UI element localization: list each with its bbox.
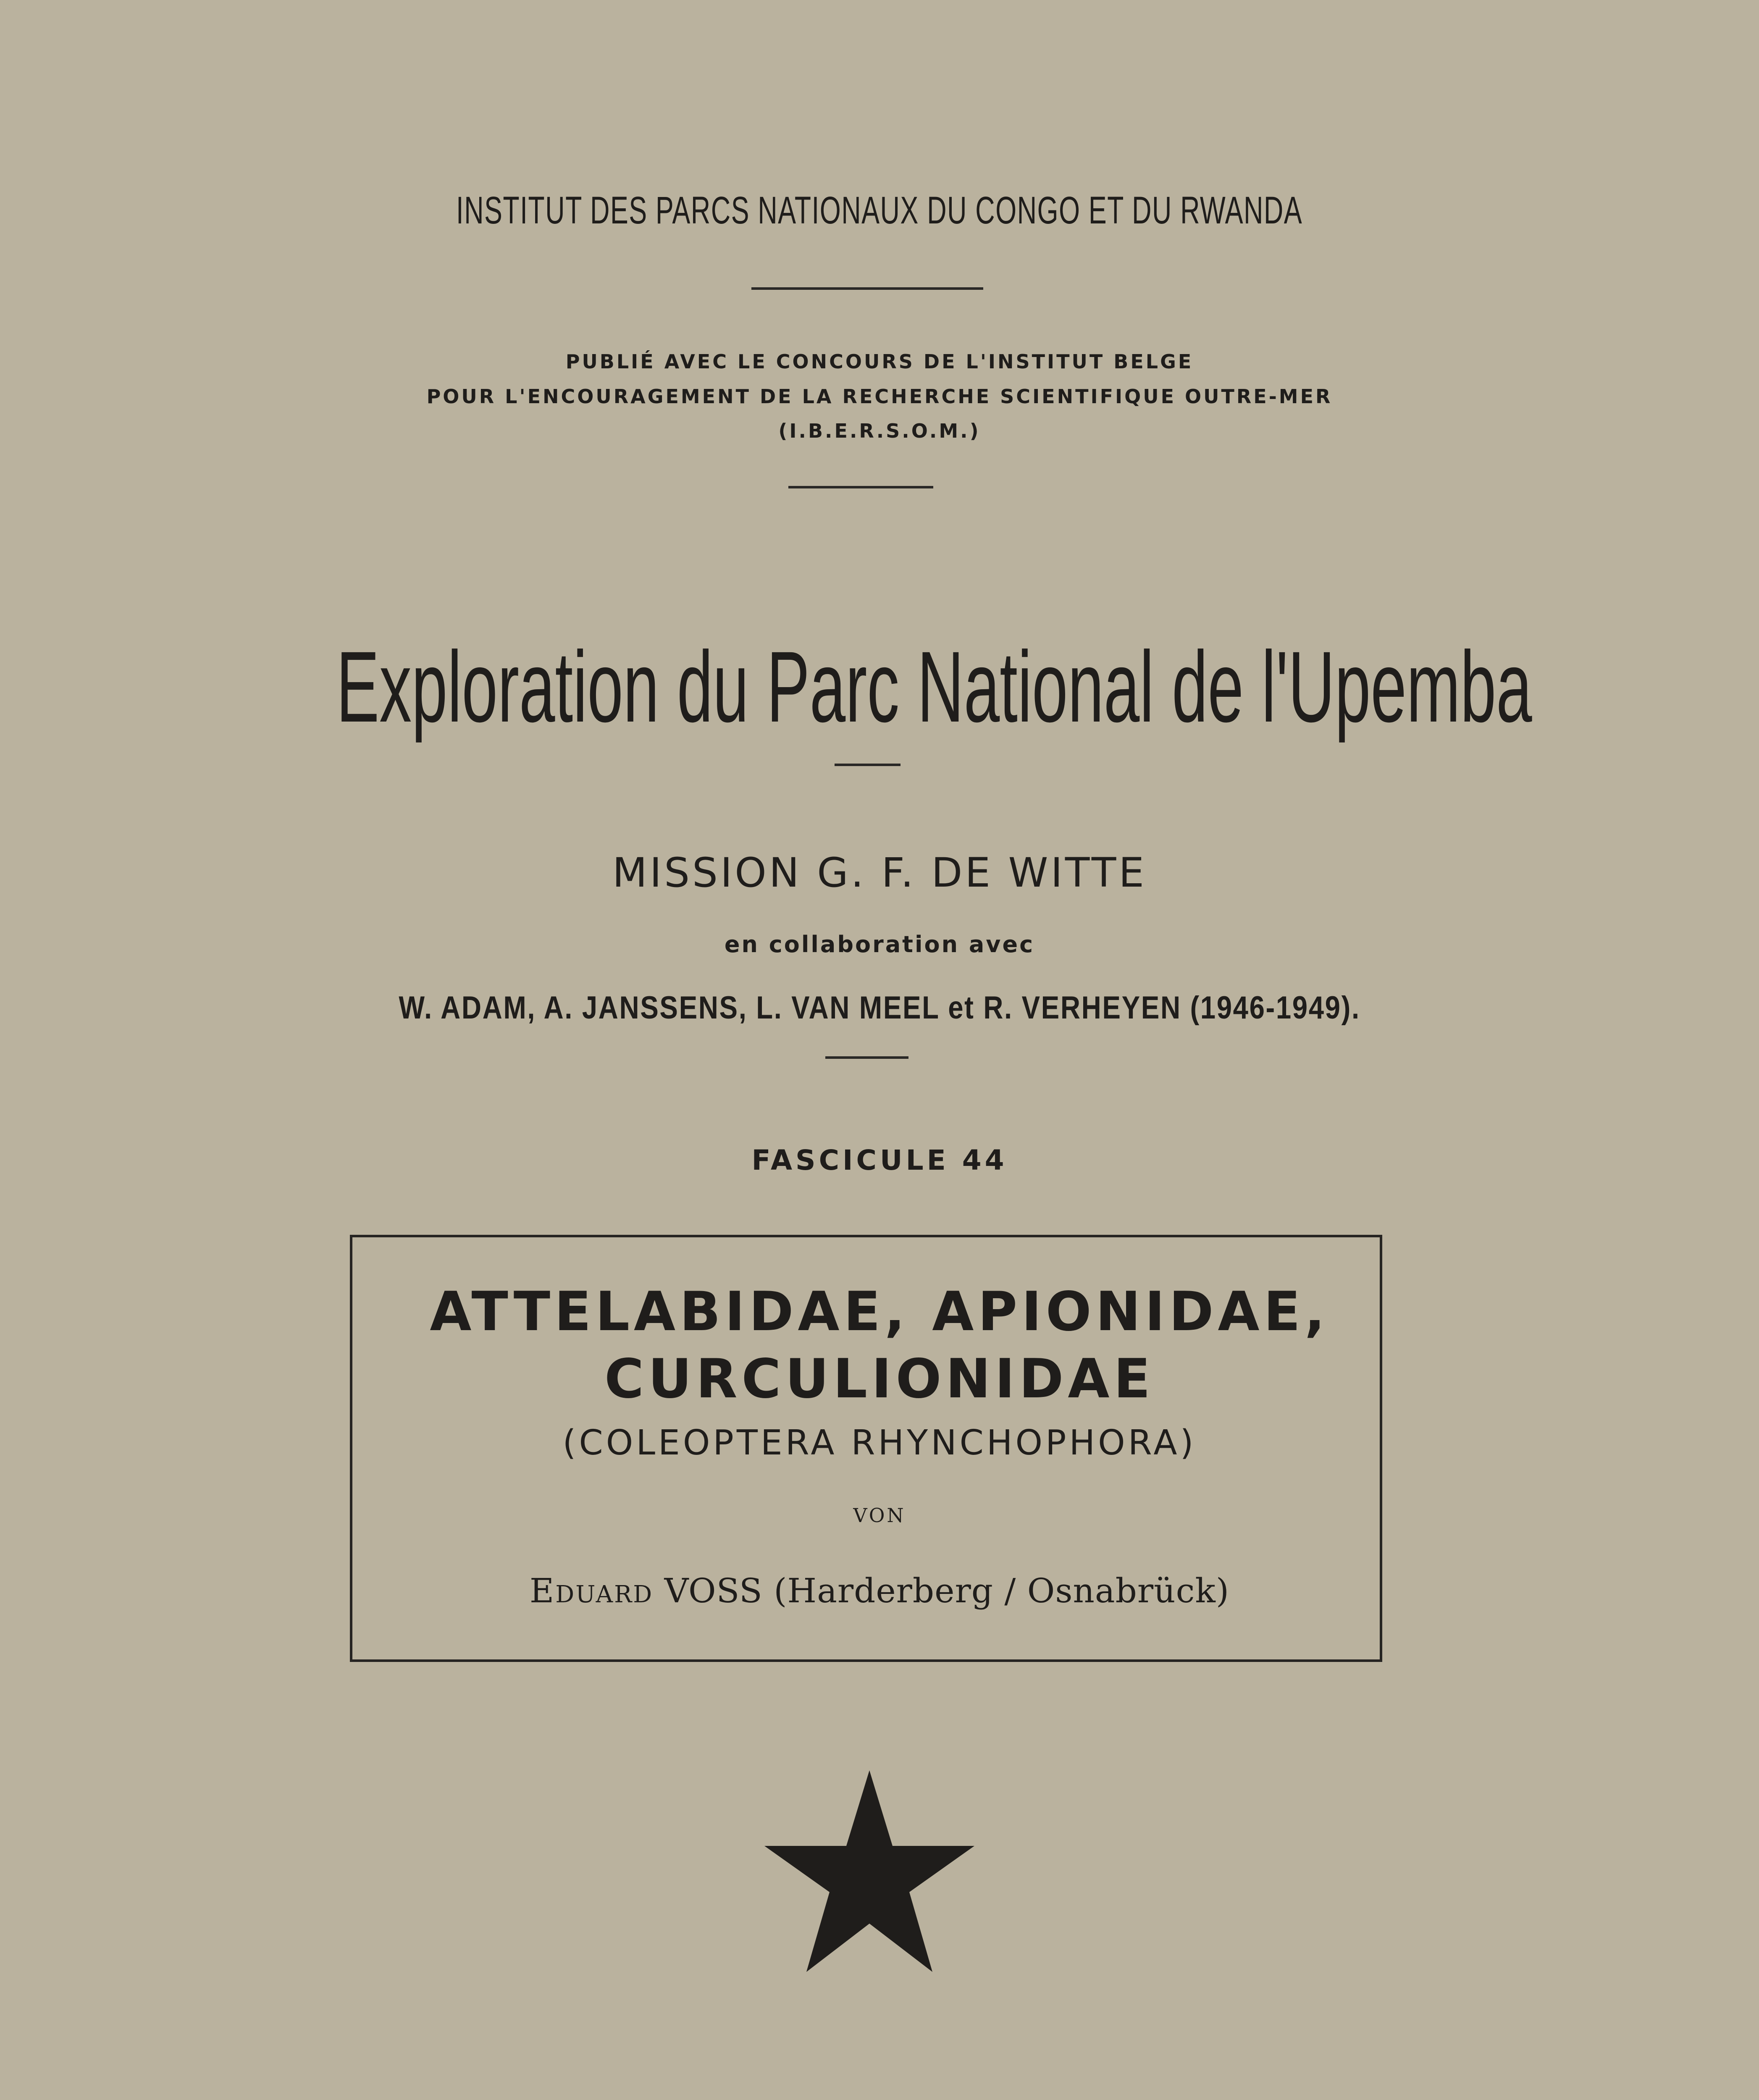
author-first-name: Eduard [529,1571,654,1610]
collaborators [0,992,1759,1024]
author-line [0,1571,1759,1610]
divider-4 [825,1056,908,1059]
work-title-line-1: ATTELABIDAE, APIONIDAE, [430,1281,1329,1343]
by-label: VON [853,1504,906,1527]
series-title-text: Exploration du Parc National de l'Upemba [336,630,1532,743]
institute-heading [0,191,1759,230]
mission-title: MISSION G. F. DE WITTE [612,849,1147,896]
collaborators-text: W. ADAM, A. JANSSENS, L. VAN MEEL et R. VERHEYEN (1946-1949). [399,990,1360,1026]
publisher-note-line-2: POUR L'ENCOURAGEMENT DE LA RECHERCHE SCIENTIFIQUE OUTRE-MER [426,385,1333,408]
series-title [0,630,1759,743]
publisher-note-line-1: PUBLIÉ AVEC LE CONCOURS DE L'INSTITUT BELGE [565,350,1194,373]
collaboration-label: en collaboration avec [724,931,1035,958]
divider-1 [751,287,983,290]
fascicule-number: FASCICULE 44 [751,1144,1008,1176]
author-name-place: VOSS (Harderberg / Osnabrück) [664,1571,1230,1610]
work-subtitle: (COLEOPTERA RHYNCHOPHORA) [562,1423,1197,1463]
star-shape [764,1770,974,1972]
work-title-line-2: CURCULIONIDAE [604,1348,1155,1410]
institute-text: INSTITUT DES PARCS NATIONAUX DU CONGO ET DU RWANDA [456,189,1303,232]
publisher-note-line-3: (I.B.E.R.S.O.M.) [778,420,981,442]
divider-3 [835,764,901,766]
divider-2 [788,486,933,488]
star-icon [764,1770,974,1972]
